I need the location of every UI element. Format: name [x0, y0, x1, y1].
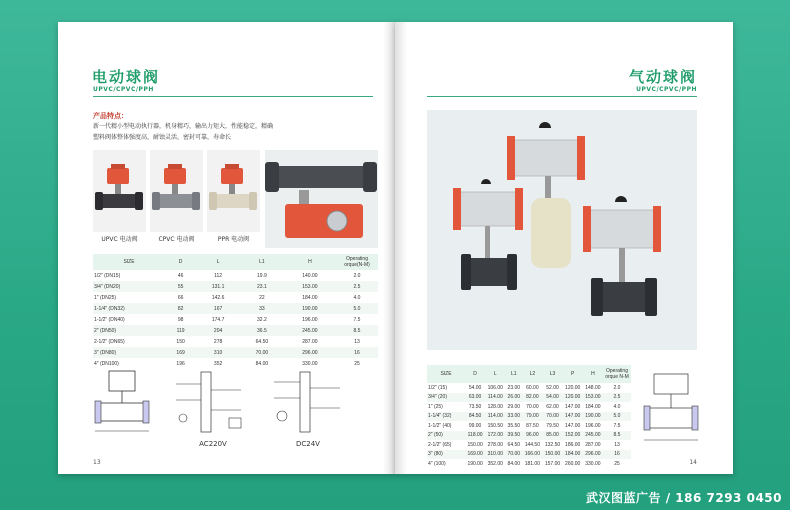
table-cell: 296.00	[585, 451, 601, 458]
pneumatic-valve-photo	[427, 110, 697, 350]
table-row	[93, 347, 378, 358]
table-cell: 66	[177, 294, 184, 301]
table-cell: 144.50	[524, 441, 540, 448]
table-cell: 296.00	[302, 349, 318, 356]
table-cell: 13	[354, 338, 360, 345]
table-cell: 1/2" (DN15)	[94, 272, 121, 279]
table-cell: 29.00	[507, 403, 521, 410]
table-row	[93, 292, 378, 303]
table-cell: 172.00	[487, 432, 503, 439]
table-cell: 150.00	[467, 441, 483, 448]
table-cell: 184.00	[585, 403, 601, 410]
table-cell: 79.00	[526, 413, 539, 420]
table-cell: 73.50	[468, 403, 482, 410]
table-cell: 287.00	[302, 338, 318, 345]
table-cell: 2.5	[353, 283, 361, 290]
table-cell: 99.00	[468, 422, 482, 429]
table-cell: 1" (DN25)	[94, 294, 117, 301]
table-row	[427, 459, 631, 469]
caption-cpvc: CPVC 电动阀	[158, 236, 195, 243]
table-cell: 64.50	[255, 338, 269, 345]
table-cell: 33	[259, 305, 265, 312]
table-row	[93, 314, 378, 325]
table-cell: 98	[177, 316, 184, 323]
features-title: 产品特点：	[93, 112, 128, 120]
table-cell: 152.00	[565, 432, 581, 439]
table-row	[427, 421, 631, 431]
features-line: 塑料阀体整体强度高，耐蚀灵活，密封可靠，寿命长	[93, 134, 232, 141]
table-cell: 142.6	[211, 294, 225, 301]
table-cell: 150.50	[487, 422, 503, 429]
table-cell: 35.50	[507, 422, 521, 429]
table-cell: 70.00	[255, 349, 269, 356]
table-cell: 196	[176, 360, 185, 367]
table-cell: 55	[177, 283, 184, 290]
table-cell: 166.00	[524, 451, 540, 458]
column-header: Operating orque(N-M)	[336, 254, 378, 270]
table-cell: 120.00	[565, 384, 581, 391]
table-cell: 63.00	[468, 394, 482, 401]
table-cell: 330.00	[302, 360, 318, 367]
table-cell: 13	[614, 441, 620, 448]
table-cell: 148.00	[585, 384, 601, 391]
table-cell: 330.00	[585, 460, 601, 467]
table-header-row	[93, 254, 378, 270]
table-cell: 184.00	[565, 451, 581, 458]
table-cell: 181.00	[524, 460, 540, 467]
table-cell: 22	[259, 294, 265, 301]
table-cell: 2.5	[613, 394, 621, 401]
column-header: H	[284, 254, 336, 270]
caption-ppr: PPR 电动阀	[217, 236, 250, 243]
column-header: L	[485, 365, 505, 383]
column-header: Operating orque N-M	[603, 365, 631, 383]
features-line: 新一代精小型电动执行器，机身精巧，输出力矩大，性能稳定，精确	[93, 123, 274, 130]
divider	[427, 96, 697, 97]
table-cell: 96.00	[526, 432, 539, 439]
table-cell: 70.00	[526, 403, 539, 410]
table-cell: 186.00	[565, 441, 581, 448]
table-cell: 54.00	[468, 384, 482, 391]
caption-upvc: UPVC 电动阀	[101, 236, 138, 243]
table-cell: 167	[213, 305, 223, 312]
table-cell: 2.0	[613, 384, 621, 391]
table-cell: 157.00	[544, 460, 561, 467]
table-cell: 2-1/2" (65)	[428, 441, 452, 448]
table-cell: 1-1/4" (DN32)	[94, 305, 125, 312]
table-cell: 26.00	[507, 394, 521, 401]
divider	[93, 96, 373, 97]
table-cell: 153.00	[585, 394, 601, 401]
table-row	[93, 281, 378, 292]
page-number: 13	[93, 459, 101, 466]
table-cell: 204	[213, 327, 223, 334]
table-cell: 4" (DN100)	[94, 360, 119, 367]
table-row	[93, 303, 378, 314]
table-cell: 8.5	[353, 327, 361, 334]
table-row	[93, 270, 378, 281]
table-cell: 39.50	[507, 432, 521, 439]
table-row	[93, 336, 378, 347]
table-cell: 1-1/2" (40)	[428, 422, 452, 429]
table-cell: 287.00	[585, 441, 601, 448]
table-cell: 87.50	[526, 422, 539, 429]
table-cell: 4.0	[613, 403, 621, 410]
table-cell: 174.7	[211, 316, 225, 323]
table-cell: 84.50	[468, 413, 482, 420]
table-cell: 2-1/2" (DN65)	[94, 338, 125, 345]
table-cell: 310.00	[487, 451, 503, 458]
table-cell: 3/4" (20)	[428, 394, 448, 401]
table-cell: 119	[176, 327, 185, 334]
table-cell: 52.00	[546, 384, 559, 391]
table-row	[427, 450, 631, 460]
table-row	[427, 393, 631, 403]
column-header: H	[583, 365, 603, 383]
table-cell: 3" (DN80)	[94, 349, 117, 356]
right-page	[395, 22, 733, 474]
column-header: SIZE	[427, 365, 465, 383]
column-header: L1	[240, 254, 284, 270]
table-cell: 16	[354, 349, 360, 356]
table-cell: 4.0	[353, 294, 361, 301]
page-subtitle: UPVC/CPVC/PPH	[93, 86, 154, 93]
product-photo-cpvc	[150, 150, 203, 232]
column-header: D	[465, 365, 485, 383]
table-cell: 82.00	[526, 394, 539, 401]
table-cell: 118.00	[467, 432, 483, 439]
table-cell: 5.0	[613, 413, 621, 420]
table-cell: 112	[214, 272, 223, 279]
table-cell: 114.00	[487, 413, 503, 420]
page-title: 电动球阀	[92, 68, 161, 86]
table-cell: 64.50	[507, 441, 521, 448]
table-cell: 1-1/4" (32)	[428, 413, 452, 420]
wiring-label-ac220v: AC220V	[199, 440, 227, 448]
table-cell: 260.00	[565, 460, 581, 467]
table-cell: 25	[614, 460, 620, 467]
table-cell: 120.00	[565, 394, 581, 401]
table-cell: 7.5	[613, 422, 621, 429]
table-cell: 3/4" (DN20)	[94, 283, 121, 290]
table-cell: 106.00	[487, 384, 503, 391]
table-cell: 131.1	[211, 283, 225, 290]
table-cell: 150.00	[544, 451, 561, 458]
table-cell: 184.00	[302, 294, 318, 301]
product-photo-large	[265, 150, 378, 248]
table-cell: 32.2	[257, 316, 267, 323]
table-cell: 1" (25)	[428, 403, 443, 410]
column-header: L	[196, 254, 240, 270]
pneumatic-valve-spec-table	[427, 365, 631, 469]
table-cell: 5.0	[353, 305, 361, 312]
table-cell: 84.00	[507, 460, 521, 467]
footer-watermark: 武汉图蓝广告 / 186 7293 0450	[586, 491, 782, 505]
table-cell: 245.00	[585, 432, 601, 439]
table-cell: 196.00	[302, 316, 318, 323]
wiring-diagram-ac220v	[171, 370, 251, 440]
table-cell: 36.5	[257, 327, 267, 334]
dimension-drawing	[640, 368, 700, 458]
table-cell: 147.00	[565, 403, 581, 410]
table-row	[427, 412, 631, 422]
column-header: P	[563, 365, 583, 383]
table-row	[427, 383, 631, 393]
table-cell: 169.00	[467, 451, 483, 458]
page-title: 气动球阀	[628, 68, 697, 86]
product-photo-upvc	[93, 150, 146, 232]
column-header: L1	[505, 365, 522, 383]
table-cell: 153.00	[302, 283, 318, 290]
column-header: SIZE	[93, 254, 165, 270]
table-cell: 147.00	[565, 413, 581, 420]
dimension-drawing	[93, 367, 151, 437]
page-number: 14	[689, 459, 697, 466]
table-cell: 245.00	[302, 327, 318, 334]
table-cell: 79.50	[546, 422, 559, 429]
table-cell: 278.00	[487, 441, 503, 448]
column-header: L3	[542, 365, 562, 383]
book-spine-shadow	[383, 22, 407, 474]
table-cell: 128.00	[487, 403, 503, 410]
table-cell: 2" (DN50)	[94, 327, 117, 334]
table-cell: 147.00	[565, 422, 581, 429]
table-cell: 25	[354, 360, 360, 367]
table-row	[427, 402, 631, 412]
table-cell: 4" (100)	[428, 460, 446, 467]
table-cell: 2.0	[353, 272, 361, 279]
table-cell: 140.00	[302, 272, 318, 279]
table-cell: 3" (80)	[428, 451, 443, 458]
wiring-label-dc24v: DC24V	[296, 440, 320, 448]
table-cell: 16	[614, 451, 620, 458]
column-header: D	[165, 254, 196, 270]
table-cell: 46	[177, 272, 184, 279]
table-cell: 62.00	[546, 403, 559, 410]
table-cell: 82	[177, 305, 184, 312]
table-cell: 352	[213, 360, 223, 367]
table-cell: 7.5	[353, 316, 361, 323]
table-header-row	[427, 365, 631, 383]
table-cell: 70.00	[546, 413, 559, 420]
table-cell: 23.00	[507, 384, 521, 391]
table-cell: 2" (50)	[428, 432, 443, 439]
table-cell: 70.00	[507, 451, 521, 458]
product-photo-ppr	[207, 150, 260, 232]
table-cell: 169	[176, 349, 185, 356]
left-page	[58, 22, 395, 474]
table-cell: 84.00	[255, 360, 269, 367]
table-cell: 23.1	[257, 283, 267, 290]
table-cell: 85.00	[546, 432, 559, 439]
table-cell: 190.00	[302, 305, 318, 312]
wiring-diagram-dc24v	[268, 370, 348, 440]
table-cell: 1/2" (15)	[428, 384, 448, 391]
table-cell: 60.00	[526, 384, 539, 391]
table-cell: 196.00	[585, 422, 601, 429]
table-cell: 33.00	[507, 413, 521, 420]
table-cell: 114.00	[487, 394, 503, 401]
table-row	[93, 325, 378, 336]
table-row	[427, 440, 631, 450]
electric-valve-spec-table	[93, 254, 378, 369]
page-subtitle: UPVC/CPVC/PPH	[636, 86, 697, 93]
table-row	[427, 431, 631, 441]
table-cell: 310	[213, 349, 223, 356]
table-cell: 19.9	[257, 272, 267, 279]
table-cell: 150	[176, 338, 185, 345]
table-cell: 352.00	[487, 460, 503, 467]
table-cell: 1-1/2" (DN40)	[94, 316, 125, 323]
table-cell: 54.00	[546, 394, 559, 401]
table-cell: 190.00	[467, 460, 483, 467]
table-cell: 278	[213, 338, 223, 345]
column-header: L2	[522, 365, 542, 383]
table-cell: 132.50	[544, 441, 561, 448]
table-cell: 8.5	[613, 432, 621, 439]
table-cell: 190.00	[585, 413, 601, 420]
